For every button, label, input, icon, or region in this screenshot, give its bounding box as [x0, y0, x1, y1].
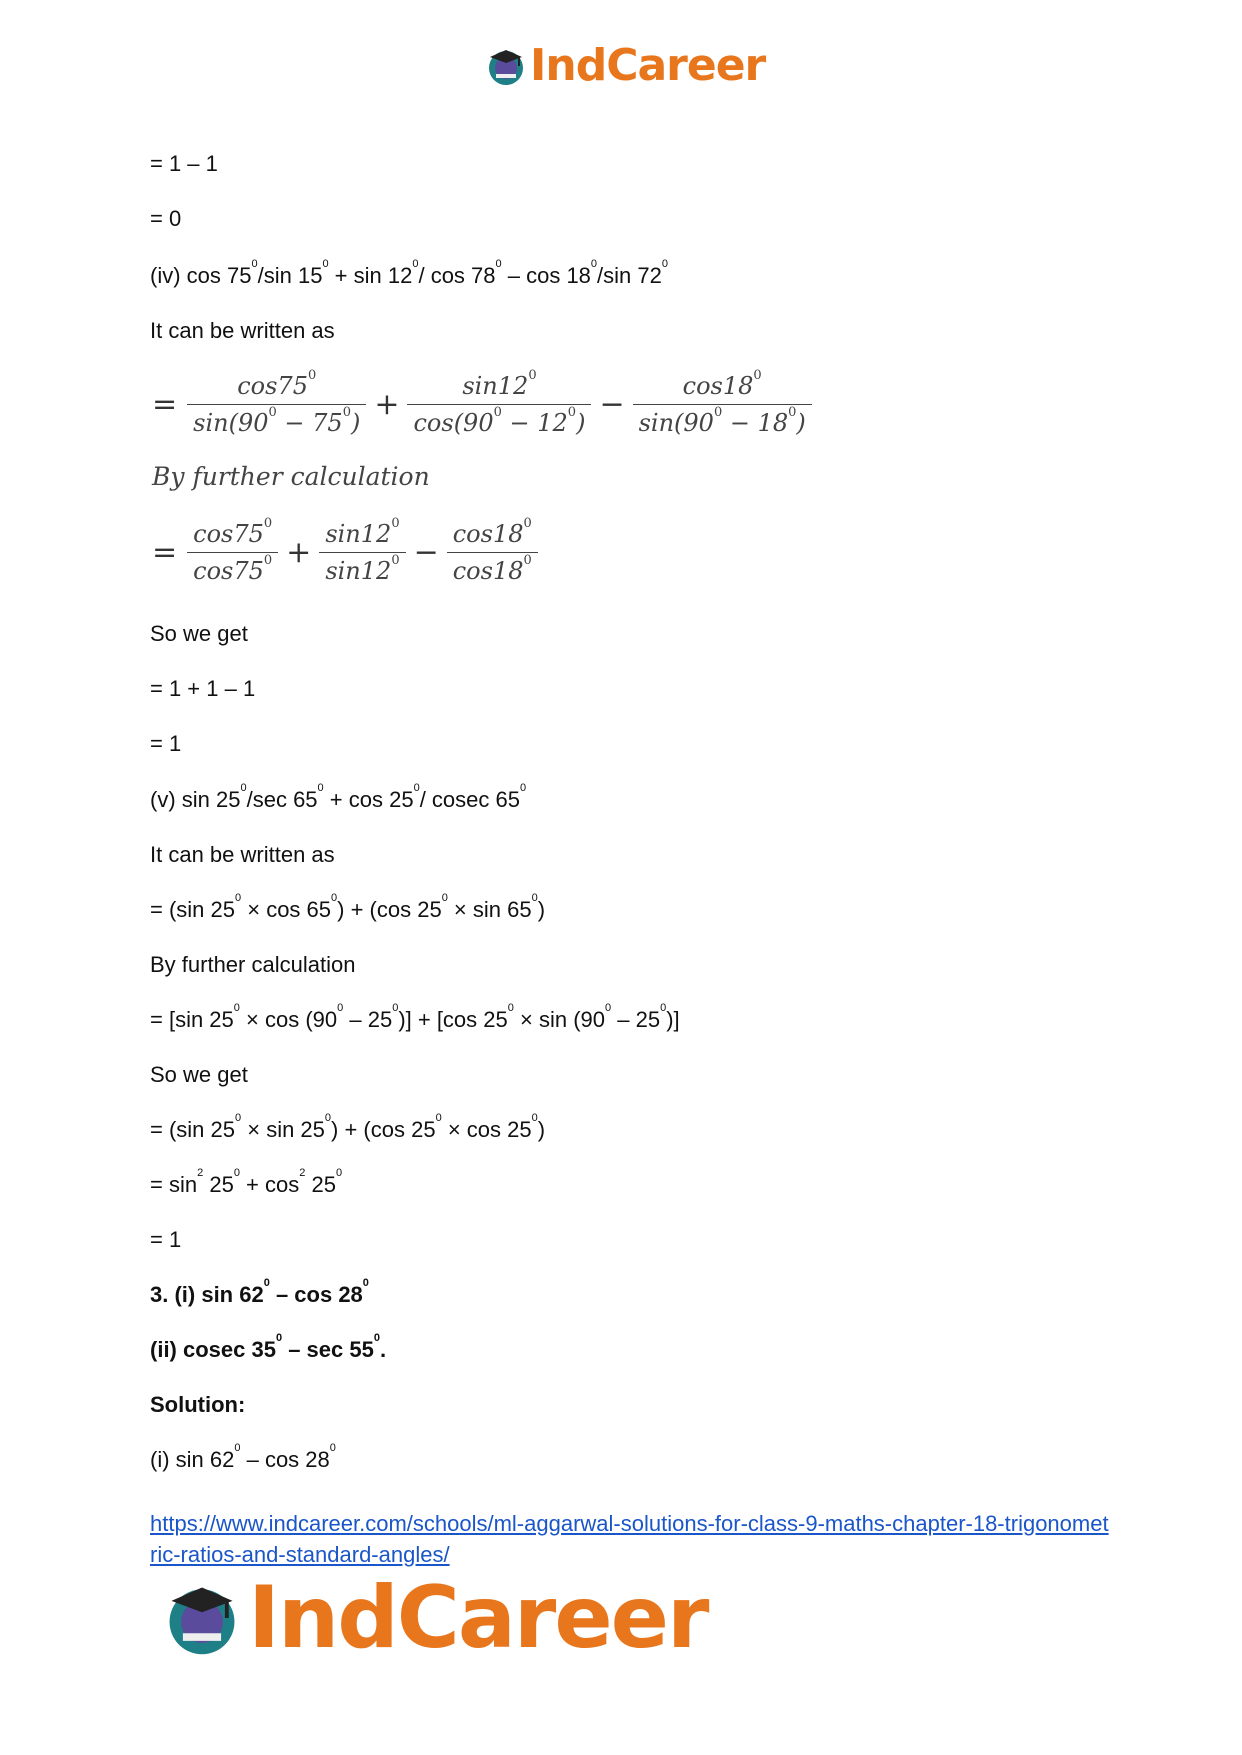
text: ) + (cos 25: [331, 1117, 436, 1142]
degree: 0: [362, 1277, 369, 1289]
question-v: [150, 782, 527, 814]
degree: 0: [493, 405, 502, 420]
degree: 0: [441, 892, 448, 904]
degree: 0: [391, 553, 400, 568]
degree: 0: [263, 553, 273, 568]
degree: 0: [342, 405, 351, 420]
text: – 25: [343, 1007, 393, 1032]
degree: 0: [235, 1112, 242, 1124]
text: ): [576, 409, 586, 437]
line-result-4: = 1: [150, 731, 182, 756]
fraction-3: [447, 516, 538, 585]
text: /sin 72: [597, 263, 662, 288]
text: sin(90: [193, 409, 269, 437]
degree: 0: [263, 1277, 270, 1289]
degree: 0: [435, 1112, 442, 1124]
text: 25: [305, 1172, 336, 1197]
text: (v) sin 25: [150, 787, 241, 812]
text: = (sin 25: [150, 897, 235, 922]
degree: 0: [660, 1002, 667, 1014]
plus-sign: +: [374, 387, 400, 422]
text: / cosec 65: [419, 787, 520, 812]
text: (ii) cosec 35: [150, 1337, 276, 1362]
text: cos75: [193, 557, 264, 585]
text: − 12: [501, 409, 568, 437]
math-expression-1: [150, 368, 812, 437]
degree: 0: [713, 405, 723, 420]
text: sin12: [325, 557, 392, 585]
question-3-ii: [150, 1332, 387, 1364]
degree: 0: [788, 405, 797, 420]
text: + cos 25: [323, 787, 414, 812]
text: + sin 12: [328, 263, 413, 288]
line-result-5: = 1: [150, 1227, 182, 1252]
denominator: [407, 404, 591, 437]
degree: 0: [263, 516, 273, 531]
text: /sec 65: [246, 787, 318, 812]
degree: 0: [234, 1442, 241, 1454]
degree: 0: [523, 553, 532, 568]
degree: 0: [307, 368, 317, 383]
text: – cos 18: [501, 263, 591, 288]
graduation-cap-book-icon: [484, 44, 528, 88]
text: ): [796, 409, 806, 437]
exponent: 2: [299, 1167, 306, 1179]
numerator: [187, 516, 278, 552]
text: – cos 28: [269, 1282, 363, 1307]
text: cos18: [452, 520, 524, 548]
so-we-get-2: So we get: [150, 1062, 248, 1087]
degree: 0: [528, 368, 537, 383]
v-equation-3: [150, 1112, 546, 1144]
degree: 0: [392, 1002, 399, 1014]
denominator: [187, 552, 278, 585]
fraction-2: [407, 368, 591, 437]
written-as-2: It can be written as: [150, 842, 335, 867]
degree: 0: [507, 1002, 514, 1014]
numerator: [456, 368, 542, 404]
text: × sin (90: [513, 1007, 605, 1032]
text: × cos 65: [241, 897, 332, 922]
indcareer-logo-top: [484, 40, 765, 91]
degree: 0: [605, 1002, 612, 1014]
text: sin12: [325, 520, 392, 548]
text: × sin 65: [447, 897, 532, 922]
text: ): [350, 409, 361, 437]
text: × cos 25: [441, 1117, 532, 1142]
degree: 0: [337, 1002, 344, 1014]
degree: 0: [531, 892, 538, 904]
equals-sign: =: [152, 535, 178, 570]
text: − 18: [722, 409, 789, 437]
text: sin(90: [638, 409, 714, 437]
degree: 0: [275, 1332, 283, 1344]
line-result-3: = 1 + 1 – 1: [150, 676, 256, 701]
text: – 25: [611, 1007, 661, 1032]
text: ): [537, 1117, 546, 1142]
text: /sin 15: [257, 263, 323, 288]
fraction-1: [187, 368, 366, 437]
text: 25: [203, 1172, 234, 1197]
degree: 0: [523, 516, 532, 531]
degree: 0: [519, 782, 527, 794]
text: = [sin 25: [150, 1007, 234, 1032]
text: cos75: [237, 372, 308, 400]
v-equation-4: [150, 1167, 343, 1199]
fraction-2: [319, 516, 405, 585]
fraction-3: [633, 368, 812, 437]
numerator: [447, 516, 538, 552]
written-as-1: It can be written as: [150, 318, 335, 343]
degree: 0: [412, 258, 419, 270]
degree: 0: [413, 782, 420, 794]
text: − 75: [276, 409, 343, 437]
degree: 0: [661, 258, 668, 270]
numerator: [319, 516, 405, 552]
denominator: [319, 552, 405, 585]
degree: 0: [373, 1332, 380, 1344]
minus-sign: −: [413, 535, 439, 570]
text: 3. (i) sin 62: [150, 1282, 264, 1307]
degree: 0: [335, 1167, 343, 1179]
numerator: [231, 368, 322, 404]
text: / cos 78: [418, 263, 496, 288]
degree: 0: [268, 405, 277, 420]
numerator: [677, 368, 768, 404]
denominator: [187, 404, 366, 437]
text: + cos: [239, 1172, 300, 1197]
degree: 0: [240, 782, 247, 794]
text: = (sin 25: [150, 1117, 235, 1142]
question-3-i: [150, 1277, 369, 1309]
degree: 0: [567, 405, 577, 420]
text: ): [537, 897, 546, 922]
degree: 0: [322, 258, 329, 270]
solution-i: [150, 1442, 336, 1474]
so-we-get-1: So we get: [150, 621, 248, 646]
text: – cos 28: [240, 1447, 330, 1472]
text: .: [379, 1337, 387, 1362]
degree: 0: [324, 1112, 332, 1124]
denominator: [447, 552, 538, 585]
source-link[interactable]: https://www.indcareer.com/schools/ml-aggarwal-solutions-for-class-9-maths-chapter-18-trigonometric-ratios-and-standard-angles/: [150, 1511, 1109, 1567]
line-result-1: = 1 – 1: [150, 151, 218, 176]
v-equation-1: [150, 892, 546, 924]
degree: 0: [235, 892, 242, 904]
math-expression-2: [150, 516, 538, 585]
minus-sign: −: [599, 387, 625, 422]
text: cos18: [682, 372, 754, 400]
text: – sec 55: [282, 1337, 374, 1362]
text: sin12: [462, 372, 529, 400]
graduation-cap-book-icon: [160, 1576, 244, 1660]
logo-text: IndCareer: [248, 1568, 708, 1668]
degree: 0: [590, 258, 598, 270]
degree: 0: [495, 258, 502, 270]
degree: 0: [531, 1112, 538, 1124]
degree: 0: [317, 782, 324, 794]
text: (i) sin 62: [150, 1447, 235, 1472]
text: ) + (cos 25: [337, 897, 442, 922]
exponent: 2: [197, 1167, 204, 1179]
text: )] + [cos 25: [398, 1007, 508, 1032]
further-calculation-italic: By further calculation: [152, 462, 430, 491]
text: cos18: [452, 557, 524, 585]
text: × cos (90: [239, 1007, 338, 1032]
degree: 0: [753, 368, 762, 383]
text: × sin 25: [241, 1117, 325, 1142]
further-calculation-2: By further calculation: [150, 952, 356, 977]
degree: 0: [251, 258, 258, 270]
degree: 0: [331, 892, 338, 904]
degree: 0: [329, 1442, 336, 1454]
question-iv: [150, 258, 668, 290]
degree: 0: [391, 516, 400, 531]
indcareer-logo-bottom: [160, 1568, 707, 1668]
equals-sign: =: [152, 387, 178, 422]
logo-text: IndCareer: [530, 40, 766, 91]
solution-heading: Solution:: [150, 1392, 246, 1417]
degree: 0: [233, 1167, 240, 1179]
text: = sin: [150, 1172, 198, 1197]
text: (iv) cos 75: [150, 263, 252, 288]
fraction-1: [187, 516, 278, 585]
text: cos(90: [413, 409, 494, 437]
text: cos75: [193, 520, 264, 548]
denominator: [633, 404, 812, 437]
line-result-2: = 0: [150, 206, 182, 231]
degree: 0: [233, 1002, 240, 1014]
v-equation-2: [150, 1002, 680, 1034]
plus-sign: +: [286, 535, 312, 570]
text: )]: [666, 1007, 680, 1032]
